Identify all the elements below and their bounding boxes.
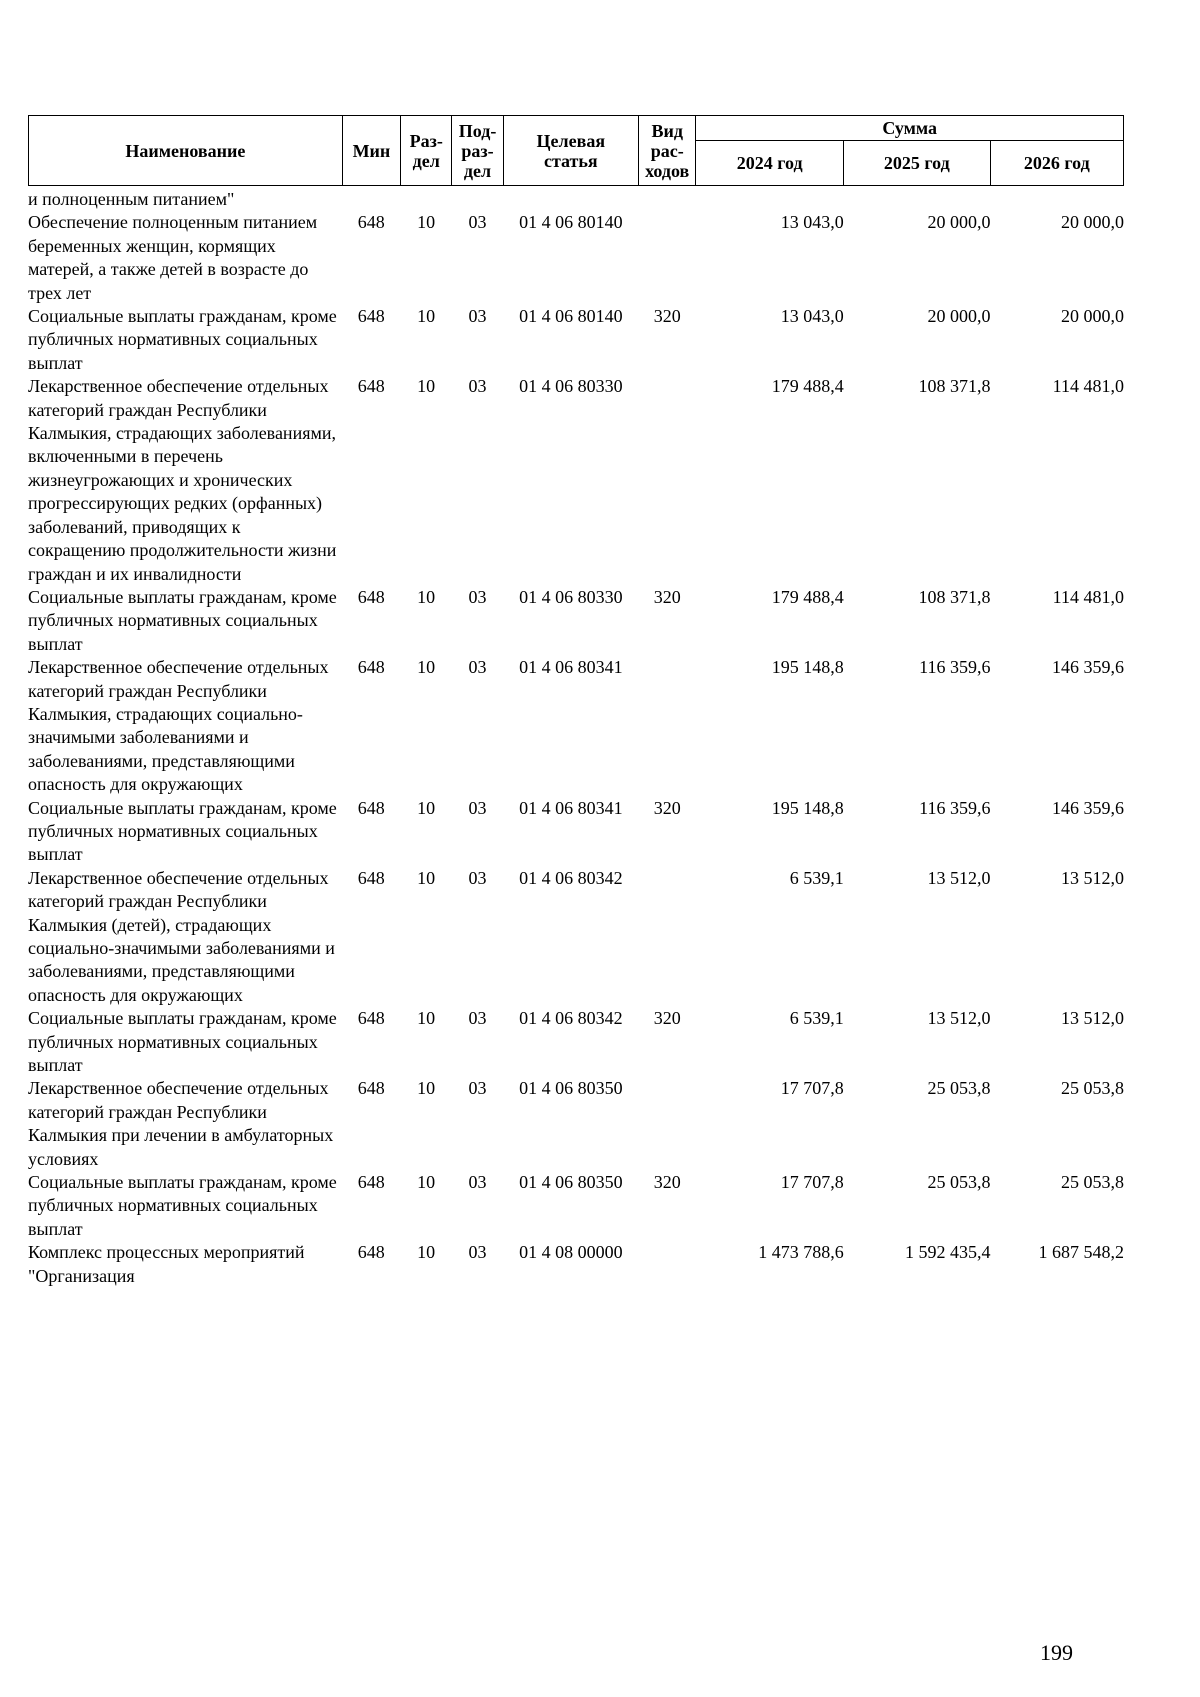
row-2024: 179 488,4 <box>771 376 844 397</box>
row-target-article: 01 4 06 80140 <box>519 212 623 233</box>
row-target-article: 01 4 08 00000 <box>519 1242 623 1263</box>
row-expense-type: 320 <box>653 306 681 327</box>
row-2025: 108 371,8 <box>918 586 991 607</box>
row-razdel: 10 <box>417 867 436 888</box>
row-target-article: 01 4 06 80342 <box>519 867 623 888</box>
row-2026: 114 481,0 <box>1052 586 1124 607</box>
row-2026: 13 512,0 <box>1061 1008 1124 1029</box>
table-row <box>28 586 1124 656</box>
row-2026 <box>991 188 1125 211</box>
table-body <box>28 188 1124 1288</box>
table-row <box>28 1241 1124 1288</box>
table-row <box>28 211 1124 305</box>
row-2026: 146 359,6 <box>1052 657 1124 678</box>
row-2025: 25 053,8 <box>927 1172 991 1193</box>
row-2026: 13 512,0 <box>1061 867 1124 888</box>
row-podrazdel: 03 <box>468 586 487 607</box>
table-row <box>28 656 1124 796</box>
row-podrazdel: 03 <box>468 1078 487 1099</box>
header-podrazdel-text: Под- раз- дел <box>458 120 497 181</box>
header-expense-type <box>638 116 695 186</box>
row-name: и полноценным питанием" <box>28 189 235 209</box>
header-podrazdel <box>452 116 503 186</box>
row-podrazdel: 03 <box>468 212 487 233</box>
row-razdel: 10 <box>417 1172 436 1193</box>
row-2026: 25 053,8 <box>1061 1172 1124 1193</box>
row-2024: 13 043,0 <box>780 212 844 233</box>
row-razdel: 10 <box>417 376 436 397</box>
row-razdel: 10 <box>417 797 436 818</box>
row-razdel <box>401 188 452 211</box>
row-expense-type <box>639 656 696 796</box>
row-2025: 20 000,0 <box>927 306 991 327</box>
row-target-article: 01 4 06 80342 <box>519 1008 623 1029</box>
row-target-article: 01 4 06 80341 <box>519 797 623 818</box>
row-name: Социальные выплаты гражданам, кроме публичных нормативных социальных выплат <box>28 797 337 865</box>
row-2024: 1 473 788,6 <box>758 1242 844 1263</box>
row-min <box>342 188 400 211</box>
header-vid-text: Вид рас- ходов <box>645 120 690 181</box>
row-2025: 13 512,0 <box>927 1008 991 1029</box>
row-2025: 116 359,6 <box>919 657 991 678</box>
row-2025: 13 512,0 <box>927 867 991 888</box>
header-name: Наименование <box>29 116 343 186</box>
row-podrazdel: 03 <box>468 797 487 818</box>
row-target-article: 01 4 06 80330 <box>519 586 623 607</box>
row-expense-type <box>639 867 696 1007</box>
row-name: Лекарственное обеспечение отдельных категорий граждан Республики Калмыкия, страдающих социально-значимыми заболеваниями и заболеваниями, представляющими опасность для окружающих <box>28 657 329 795</box>
row-min: 648 <box>357 1078 385 1099</box>
row-2024: 6 539,1 <box>789 867 844 888</box>
row-2024: 13 043,0 <box>780 306 844 327</box>
row-podrazdel: 03 <box>468 1242 487 1263</box>
row-min: 648 <box>357 657 385 678</box>
header-2026: 2026 год <box>990 141 1123 186</box>
header-target-article <box>503 116 638 186</box>
header-min: Мин <box>342 116 400 186</box>
row-target-article: 01 4 06 80330 <box>519 376 623 397</box>
row-2024: 17 707,8 <box>780 1078 844 1099</box>
row-name: Социальные выплаты гражданам, кроме публичных нормативных социальных выплат <box>28 306 337 373</box>
row-2025: 108 371,8 <box>918 376 991 397</box>
row-expense-type <box>639 1241 696 1288</box>
row-name: Лекарственное обеспечение отдельных категорий граждан Республики Калмыкия при лечении в амбулаторных условиях <box>28 1078 334 1169</box>
header-cs-text: Целевая статья <box>536 130 606 171</box>
row-2024: 6 539,1 <box>789 1008 844 1029</box>
row-2024 <box>696 188 844 211</box>
row-min: 648 <box>357 1242 385 1263</box>
row-target-article: 01 4 06 80140 <box>519 306 623 327</box>
table-row <box>28 305 1124 375</box>
table-row <box>28 375 1124 586</box>
row-2026: 146 359,6 <box>1052 797 1124 818</box>
row-2024: 179 488,4 <box>771 586 844 607</box>
row-min: 648 <box>357 586 385 607</box>
row-podrazdel: 03 <box>468 1008 487 1029</box>
row-razdel: 10 <box>417 1078 436 1099</box>
row-razdel: 10 <box>417 657 436 678</box>
header-2025: 2025 год <box>844 141 991 186</box>
row-2026: 20 000,0 <box>1061 212 1124 233</box>
row-podrazdel: 03 <box>468 376 487 397</box>
row-2026: 1 687 548,2 <box>1038 1242 1124 1263</box>
row-name: Лекарственное обеспечение отдельных категорий граждан Республики Калмыкия, страдающих заболеваниями, включенными в перечень жизнеугрожающих и хронических прогрессирующих редких (орфанных) заболеваний, приводящих к сокращению продолжительности жизни граждан и их инвалидности <box>28 376 337 584</box>
row-expense-type <box>639 1077 696 1171</box>
row-podrazdel <box>452 188 503 211</box>
row-2024: 195 148,8 <box>771 797 844 818</box>
row-2026: 25 053,8 <box>1061 1078 1124 1099</box>
row-2025: 20 000,0 <box>927 212 991 233</box>
header-razdel-text: Раз- дел <box>409 130 443 171</box>
row-razdel: 10 <box>417 1008 436 1029</box>
table-header <box>28 115 1124 186</box>
row-target-article: 01 4 06 80350 <box>519 1172 623 1193</box>
row-name: Социальные выплаты гражданам, кроме публичных нормативных социальных выплат <box>28 586 337 654</box>
row-min: 648 <box>357 1008 385 1029</box>
row-name: Лекарственное обеспечение отдельных категорий граждан Республики Калмыкия (детей), страдающих социально-значимыми заболеваниями и заболеваниями, представляющими опасность для окружающих <box>28 867 335 1005</box>
row-min: 648 <box>357 1172 385 1193</box>
row-target-article <box>503 188 638 211</box>
table-row <box>28 867 1124 1007</box>
row-2026: 114 481,0 <box>1052 376 1124 397</box>
row-expense-type <box>639 211 696 305</box>
row-podrazdel: 03 <box>468 867 487 888</box>
row-podrazdel: 03 <box>468 657 487 678</box>
row-min: 648 <box>357 376 385 397</box>
table-row <box>28 188 1124 211</box>
page-number: 199 <box>1040 1640 1073 1665</box>
header-razdel <box>401 116 452 186</box>
row-2025 <box>844 188 991 211</box>
row-name: Социальные выплаты гражданам, кроме публичных нормативных социальных выплат <box>28 1172 337 1239</box>
row-expense-type <box>639 188 696 211</box>
row-min: 648 <box>357 797 385 818</box>
row-target-article: 01 4 06 80341 <box>519 657 623 678</box>
row-razdel: 10 <box>417 306 436 327</box>
row-2025: 25 053,8 <box>927 1078 991 1099</box>
row-expense-type: 320 <box>653 797 681 818</box>
row-target-article: 01 4 06 80350 <box>519 1078 623 1099</box>
row-expense-type: 320 <box>653 586 681 607</box>
row-name: Обеспечение полноценным питанием беременных женщин, кормящих матерей, а также детей в возрасте до трех лет <box>28 212 318 303</box>
table-row <box>28 1077 1124 1171</box>
row-expense-type: 320 <box>653 1172 681 1193</box>
row-min: 648 <box>357 867 385 888</box>
row-razdel: 10 <box>417 1242 436 1263</box>
header-sum: Сумма <box>696 116 1124 141</box>
table-row <box>28 1171 1124 1241</box>
row-expense-type: 320 <box>653 1008 681 1029</box>
table-row <box>28 797 1124 867</box>
row-podrazdel: 03 <box>468 306 487 327</box>
row-name: Социальные выплаты гражданам, кроме публичных нормативных социальных выплат <box>28 1008 337 1076</box>
row-razdel: 10 <box>417 212 436 233</box>
header-2024: 2024 год <box>696 141 844 186</box>
row-2026: 20 000,0 <box>1061 306 1124 327</box>
row-2024: 195 148,8 <box>771 657 844 678</box>
row-razdel: 10 <box>417 586 436 607</box>
table-row <box>28 1007 1124 1077</box>
row-2024: 17 707,8 <box>780 1172 844 1193</box>
row-2025: 116 359,6 <box>919 797 991 818</box>
row-min: 648 <box>357 306 385 327</box>
row-2025: 1 592 435,4 <box>905 1242 991 1263</box>
row-name: Комплекс процессных мероприятий "Организация <box>28 1242 305 1286</box>
row-min: 648 <box>357 212 385 233</box>
row-podrazdel: 03 <box>468 1172 487 1193</box>
row-expense-type <box>639 375 696 586</box>
